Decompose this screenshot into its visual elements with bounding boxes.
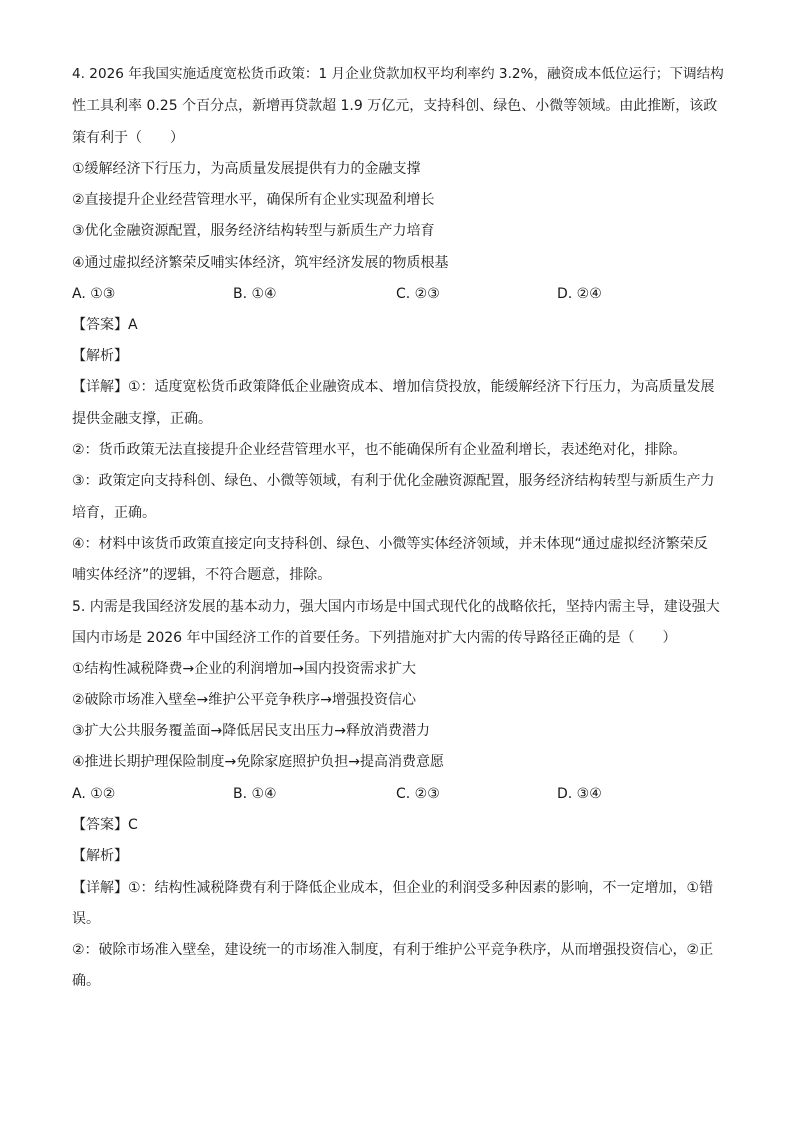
q5-stem-line-1: 5. 内需是我国经济发展的基本动力，强大国内市场是中国式现代化的战略依托，坚持内需主导，建设强大	[72, 599, 720, 615]
q5-item-3: ③扩大公共服务覆盖面→降低居民支出压力→释放消费潜力	[72, 723, 431, 739]
q5-analysis-heading: 【解析】	[72, 848, 128, 864]
q4-stem-line-2: 性工具利率 0.25 个百分点，新增再贷款超 1.9 万亿元，支持科创、绿色、小微等领域。由此推断，该政	[72, 98, 718, 114]
q4-answer: 【答案】A	[72, 317, 138, 333]
q4-option-a: A. ①③	[72, 286, 116, 302]
q4-detail-line-5: 培育，正确。	[72, 505, 156, 521]
q4-option-c: C. ②③	[396, 286, 440, 302]
q5-option-a: A. ①②	[72, 786, 116, 802]
q5-item-1: ①结构性减税降费→企业的利润增加→国内投资需求扩大	[72, 661, 417, 677]
q4-detail-line-2: 提供金融支撑，正确。	[72, 411, 212, 427]
q5-detail-line-3: ②：破除市场准入壁垒，建设统一的市场准入制度，有利于维护公平竞争秩序，从而增强投资信心，②正	[72, 942, 714, 958]
q5-detail-line-2: 误。	[72, 911, 100, 927]
q5-option-c: C. ②③	[396, 786, 440, 802]
q4-detail-line-1: 【详解】①：适度宽松货币政策降低企业融资成本、增加信贷投放，能缓解经济下行压力，为高质量发展	[72, 379, 715, 395]
q5-item-4: ④推进长期护理保险制度→免除家庭照护负担→提高消费意愿	[72, 754, 445, 770]
q4-stem-line-3: 策有利于（ ）	[72, 130, 184, 146]
q5-option-b: B. ①④	[233, 786, 277, 802]
q4-item-4: ④通过虚拟经济繁荣反哺实体经济，筑牢经济发展的物质根基	[72, 255, 449, 271]
q4-detail-line-7: 哺实体经济”的逻辑，不符合题意，排除。	[72, 567, 332, 583]
q5-item-2: ②破除市场准入壁垒→维护公平竞争秩序→增强投资信心	[72, 692, 417, 708]
q5-detail-line-4: 确。	[72, 973, 100, 989]
q5-stem-line-2: 国内市场是 2026 年中国经济工作的首要任务。下列措施对扩大内需的传导路径正确的是（ ）	[72, 630, 677, 646]
q4-stem-line-1: 4. 2026 年我国实施适度宽松货币政策：1 月企业贷款加权平均利率约 3.2%，融资成本低位运行；下调结构	[72, 66, 724, 82]
q4-detail-line-4: ③：政策定向支持科创、绿色、小微等领域，有利于优化金融资源配置，服务经济结构转型与新质生产力	[72, 473, 715, 489]
q4-detail-line-3: ②：货币政策无法直接提升企业经营管理水平，也不能确保所有企业盈利增长，表述绝对化，排除。	[72, 442, 687, 458]
q5-option-d: D. ③④	[557, 786, 602, 802]
q4-item-3: ③优化金融资源配置，服务经济结构转型与新质生产力培育	[72, 223, 435, 239]
q4-detail-line-6: ④：材料中该货币政策直接定向支持科创、绿色、小微等实体经济领域，并未体现“通过虚拟经济繁荣反	[72, 536, 708, 552]
q4-item-2: ②直接提升企业经营管理水平，确保所有企业实现盈利增长	[72, 192, 435, 208]
q5-answer: 【答案】C	[72, 817, 138, 833]
q4-analysis-heading: 【解析】	[72, 348, 128, 364]
q4-option-d: D. ②④	[557, 286, 602, 302]
q4-item-1: ①缓解经济下行压力，为高质量发展提供有力的金融支撑	[72, 161, 421, 177]
q4-option-b: B. ①④	[233, 286, 277, 302]
q5-detail-line-1: 【详解】①：结构性减税降费有利于降低企业成本，但企业的利润受多种因素的影响，不一定增加，①错	[72, 880, 714, 896]
